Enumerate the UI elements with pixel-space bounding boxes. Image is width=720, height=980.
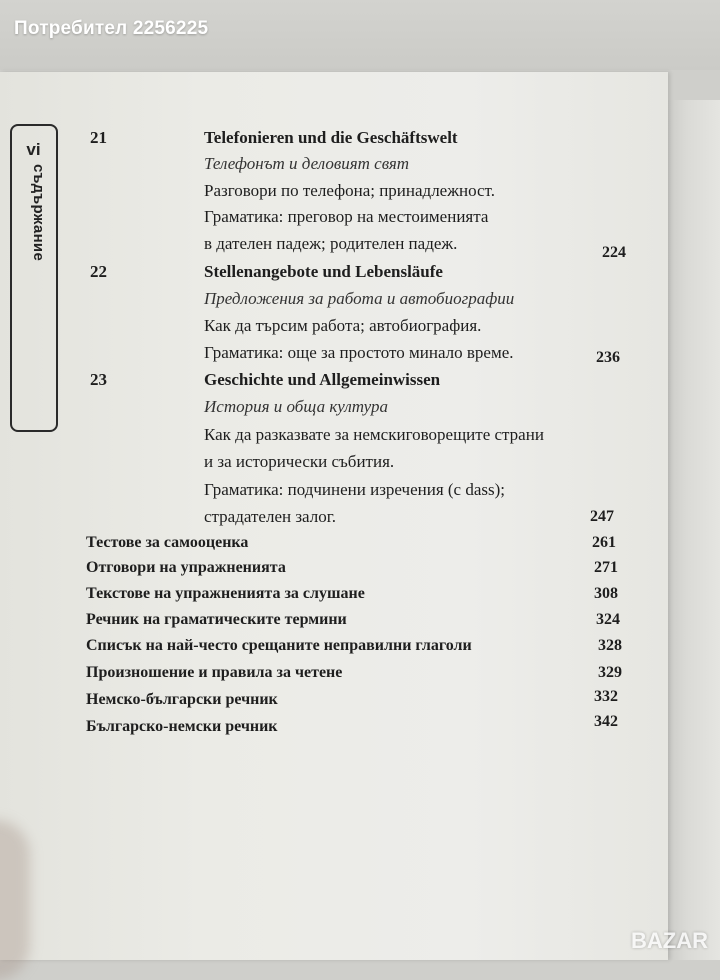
chapter-title-bg: Телефонът и деловият свят bbox=[204, 154, 410, 173]
appendix-entry: Списък на най-често срещаните неправилни глаголи bbox=[86, 637, 472, 654]
chapter-line: Граматика: преговор на местоименията bbox=[204, 207, 489, 226]
appendix-entry: Отговори на упражненията bbox=[86, 559, 286, 576]
page-number: 342 bbox=[594, 713, 618, 730]
section-tab bbox=[10, 124, 58, 432]
appendix-entry: Произношение и правила за четене bbox=[86, 664, 343, 681]
appendix-entry: Тестове за самооценка bbox=[86, 534, 249, 551]
page-number: 247 bbox=[590, 508, 614, 525]
page-number: 324 bbox=[596, 611, 620, 628]
chapter-line: и за исторически събития. bbox=[204, 452, 395, 471]
chapter-title-bg: История и обща култура bbox=[204, 397, 388, 416]
chapter-line: страдателен залог. bbox=[204, 507, 337, 526]
section-tab-label: съдържание bbox=[30, 164, 47, 262]
thumb-shadow bbox=[0, 820, 30, 980]
chapter-line: Разговори по телефона; принадлежност. bbox=[204, 181, 495, 200]
page-number: 271 bbox=[594, 559, 618, 576]
appendix-entry: Текстове на упражненията за слушане bbox=[86, 585, 365, 602]
chapter-line: в дателен падеж; родителен падеж. bbox=[204, 234, 458, 253]
page-roman-number: vi bbox=[26, 140, 41, 159]
page-number: 236 bbox=[596, 349, 620, 366]
chapter-line: Как да търсим работа; автобиография. bbox=[204, 316, 482, 335]
chapter-line: Граматика: подчинени изречения (с dass); bbox=[204, 480, 506, 499]
page-number: 328 bbox=[598, 637, 622, 654]
chapter-title-bg: Предложения за работа и автобиографии bbox=[204, 289, 515, 308]
chapter-number: 23 bbox=[90, 370, 107, 389]
chapter-number: 21 bbox=[90, 128, 107, 147]
chapter-title-de: Geschichte und Allgemeinwissen bbox=[204, 370, 441, 389]
seller-watermark: Потребител 2256225 bbox=[14, 18, 209, 39]
appendix-entry: Немско-български речник bbox=[86, 691, 278, 708]
chapter-line: Как да разказвате за немскиговорещите страни bbox=[204, 425, 544, 444]
chapter-title-de: Stellenangebote und Lebensläufe bbox=[204, 262, 443, 281]
chapter-number: 22 bbox=[90, 262, 107, 281]
chapter-line: Граматика: още за простото минало време. bbox=[204, 343, 514, 362]
appendix-entry: Речник на граматическите термини bbox=[86, 611, 347, 628]
page-number: 224 bbox=[602, 244, 626, 261]
appendix-entry: Българско-немски речник bbox=[86, 718, 278, 735]
site-logo: BAZAR bbox=[631, 928, 708, 953]
page-number: 261 bbox=[592, 534, 616, 551]
page-number: 308 bbox=[594, 585, 618, 602]
chapter-title-de: Telefonieren und die Geschäftswelt bbox=[204, 128, 458, 147]
page-number: 332 bbox=[594, 688, 618, 705]
page-number: 329 bbox=[598, 664, 622, 681]
facing-page-edge bbox=[664, 100, 720, 960]
